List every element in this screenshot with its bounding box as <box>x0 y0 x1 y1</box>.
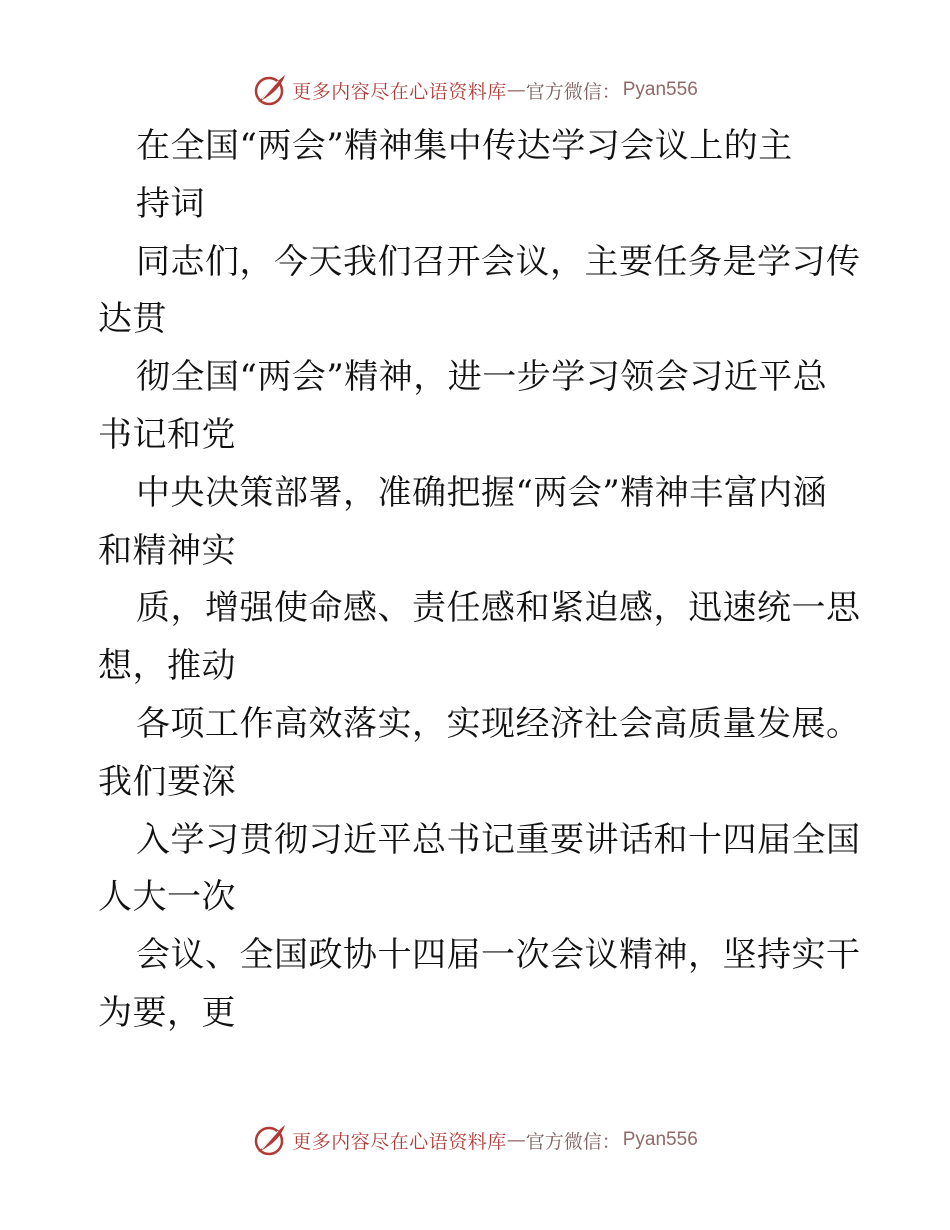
banner-dash: — <box>506 79 526 101</box>
body-line: 同志们，今天我们召开会议，主要任务是学习传 <box>136 241 861 282</box>
body-line: 为要，更 <box>98 992 236 1033</box>
document-body <box>98 118 861 1043</box>
feather-pen-logo-icon <box>252 72 288 108</box>
body-line: 中央决策部署，准确把握“两会”精神丰富内涵 <box>136 472 828 513</box>
footer-banner <box>0 1120 950 1160</box>
body-line: 书记和党 <box>98 414 236 455</box>
body-line: 达贯 <box>98 299 167 340</box>
feather-pen-logo-icon <box>252 1122 288 1158</box>
body-line: 会议、全国政协十四届一次会议精神，坚持实干 <box>136 935 861 976</box>
body-line: 人大一次 <box>98 877 236 918</box>
body-line: 想，推动 <box>98 646 236 687</box>
header-banner <box>0 70 950 110</box>
body-line: 各项工作高效落实，实现经济社会高质量发展。 <box>136 703 861 744</box>
banner-dash: — <box>506 1129 526 1151</box>
body-line: 质，增强使命感、责任感和紧迫感，迅速统一思 <box>136 588 861 629</box>
watermark-banner <box>252 72 698 108</box>
banner-wechat-id: Pyan556 <box>622 79 698 100</box>
body-line: 和精神实 <box>98 530 236 571</box>
banner-wechat-id: Pyan556 <box>622 1129 698 1150</box>
body-line: 入学习贯彻习近平总书记重要讲话和十四届全国 <box>136 819 861 860</box>
banner-text: 更多内容尽在心语资料库 <box>292 80 507 103</box>
body-line: 我们要深 <box>98 761 236 802</box>
watermark-banner <box>252 1122 698 1158</box>
banner-official-label: 官方微信： <box>525 80 621 103</box>
body-line: 彻全国“两会”精神，进一步学习领会习近平总 <box>136 357 828 398</box>
banner-official-label: 官方微信： <box>525 1130 621 1153</box>
title-line-2: 持词 <box>136 183 205 224</box>
banner-text: 更多内容尽在心语资料库 <box>292 1130 507 1153</box>
title-line-1: 在全国“两会”精神集中传达学习会议上的主 <box>136 126 793 166</box>
